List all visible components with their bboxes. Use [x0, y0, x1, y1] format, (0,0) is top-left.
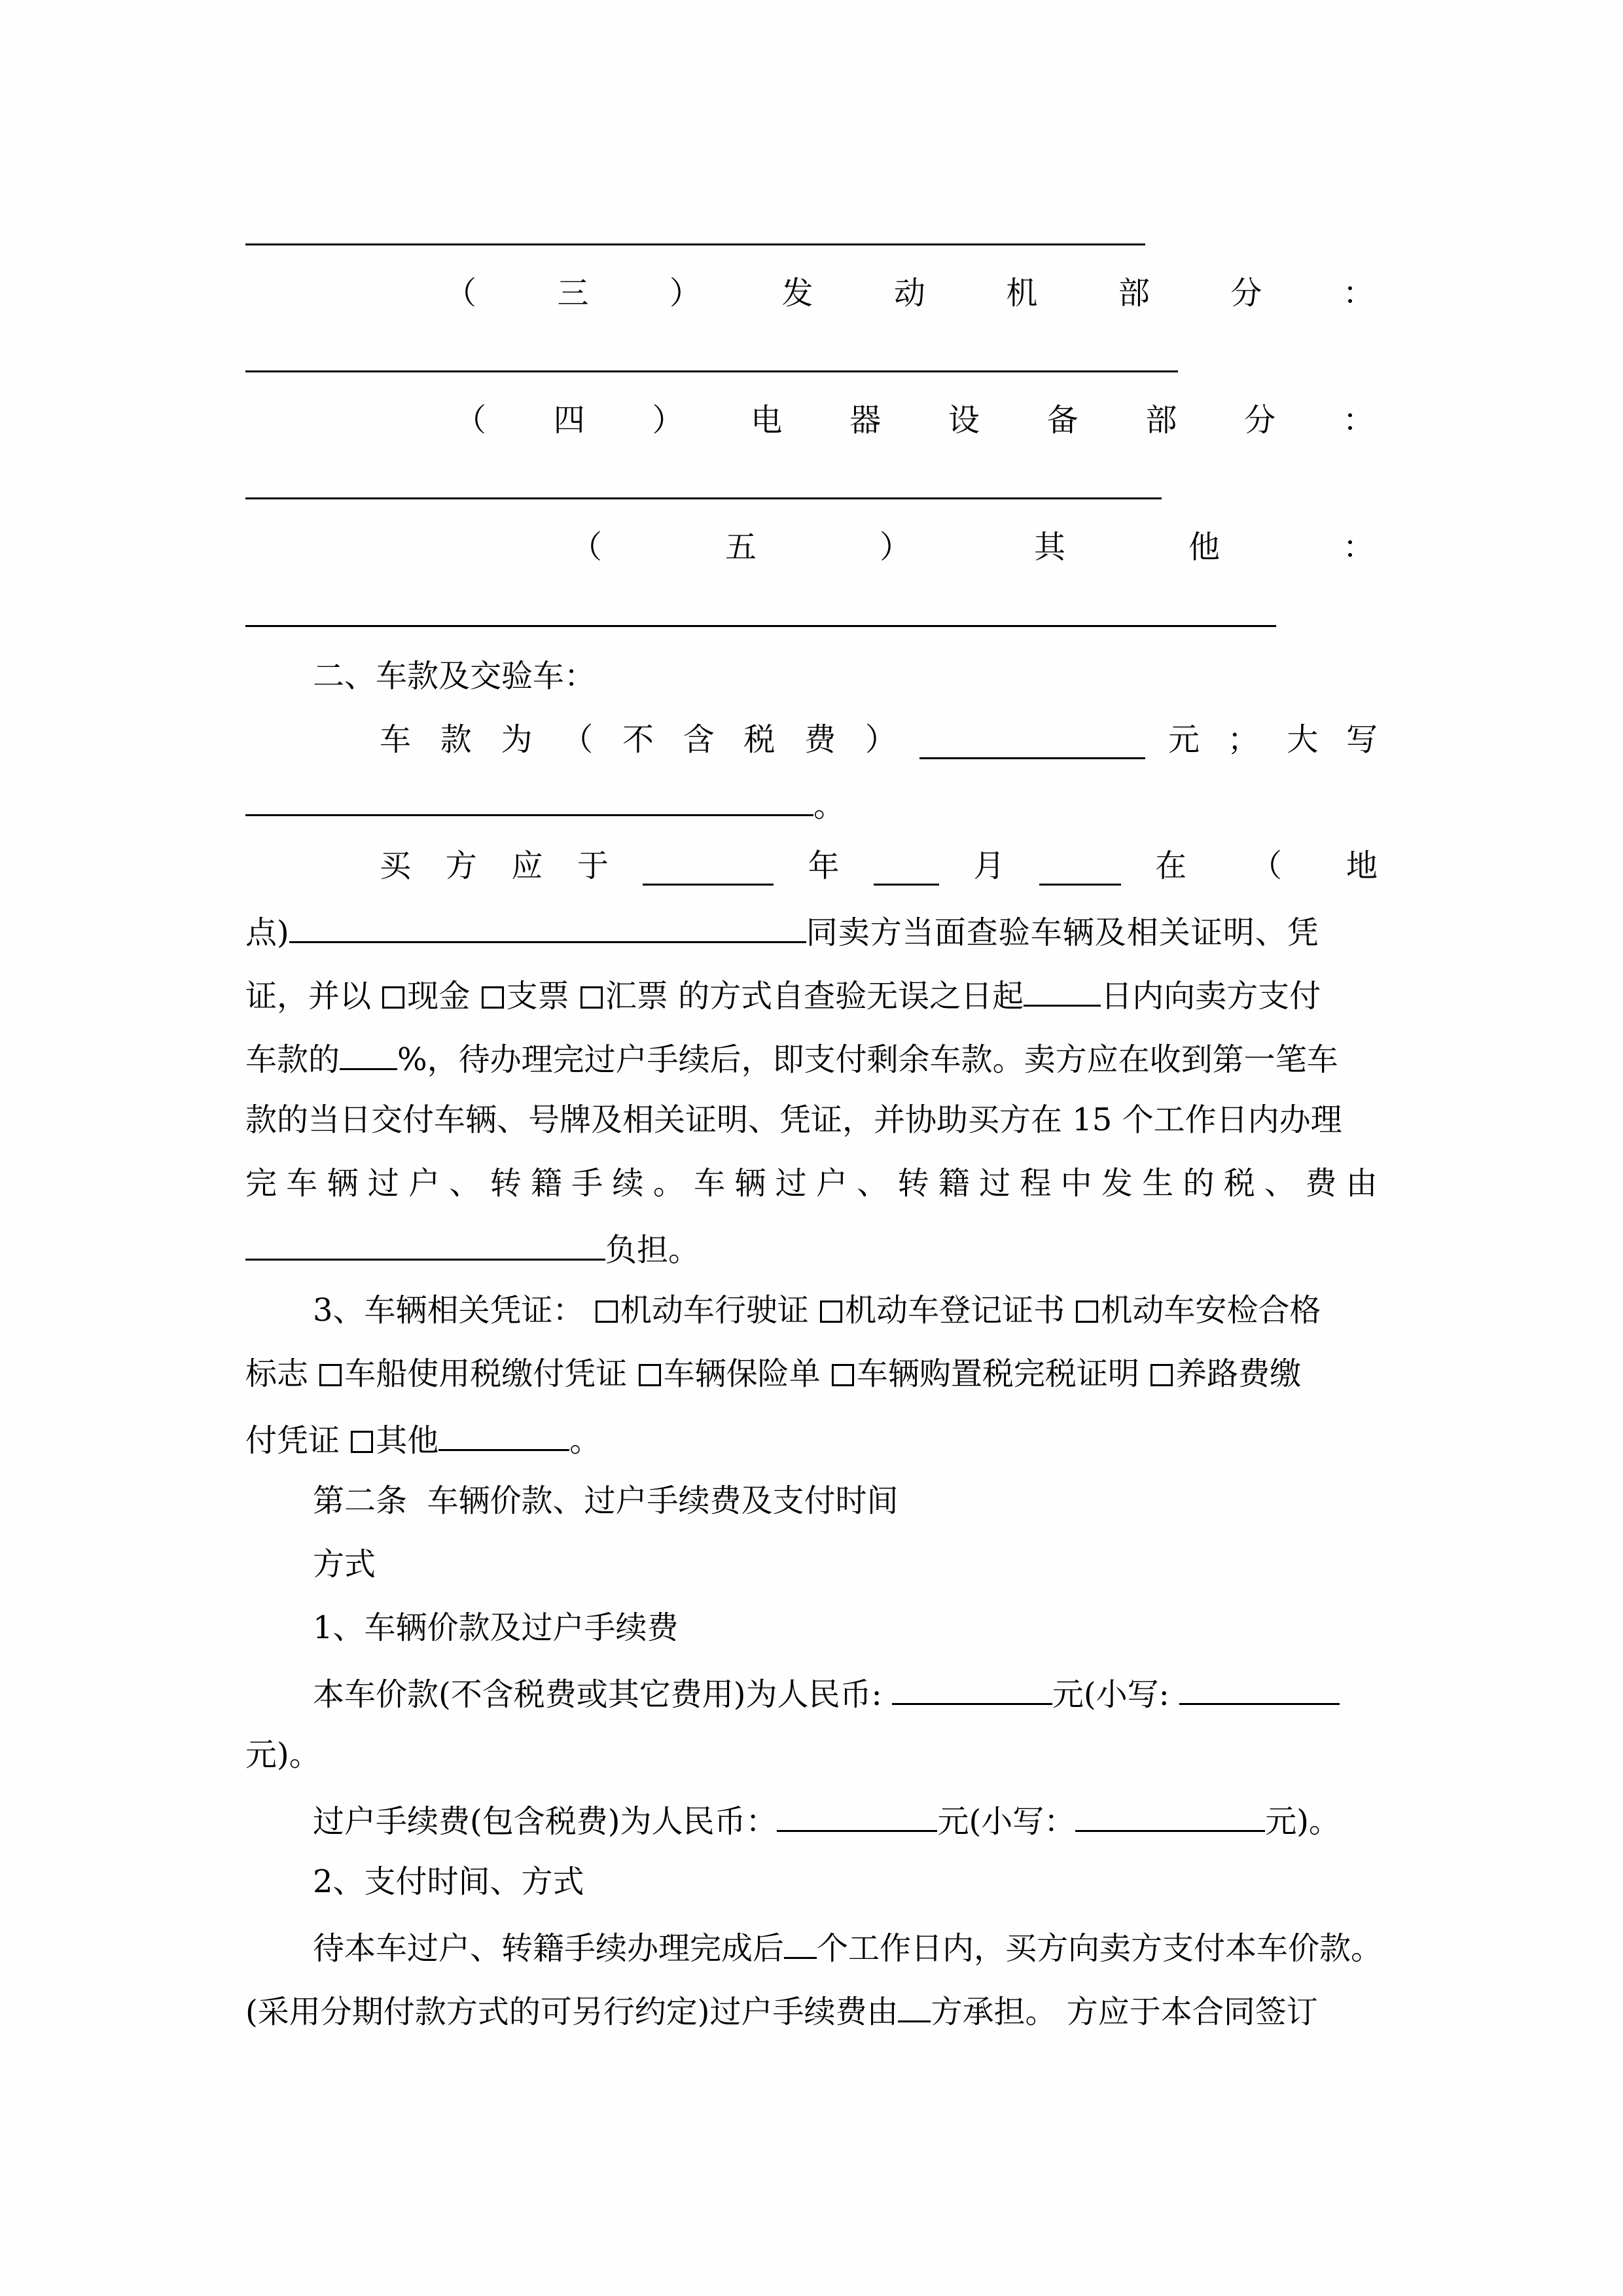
- heading-char: 部: [1118, 275, 1150, 312]
- heading-char: ：: [1342, 402, 1374, 439]
- heading-char: ）: [652, 402, 684, 439]
- heading-text: 二、车款及交验车：: [313, 658, 596, 694]
- transfer-char: 、: [857, 1165, 889, 1202]
- blank-line-electrical[interactable]: [245, 497, 1162, 499]
- subsection-1-title: 1、车辆价款及过户手续费: [313, 1609, 679, 1646]
- section-heading-price: [313, 656, 1378, 696]
- article-2-title-cont: [313, 1545, 1378, 1584]
- transfer-fee-blank[interactable]: [777, 1799, 937, 1832]
- documents-prefix-3: 付凭证: [245, 1422, 340, 1459]
- checkbox-label: 机动车安检合格: [1101, 1292, 1321, 1329]
- inspect-at-label: [1155, 846, 1378, 886]
- subsection-1: [313, 1608, 1378, 1647]
- transfer-char: 辆: [734, 1165, 766, 1202]
- article-title: 第二条 车辆价款、过户手续费及支付时间: [313, 1482, 899, 1519]
- transfer-char: 费: [1305, 1165, 1337, 1202]
- checkbox-doc-b2[interactable]: [830, 1355, 1139, 1392]
- documents-prefix: 标志: [245, 1355, 309, 1392]
- checkbox-doc-a2[interactable]: [1075, 1292, 1321, 1329]
- payment-options: [381, 978, 678, 1014]
- price-label-char: （: [562, 721, 594, 758]
- price-unit-char: 写: [1346, 721, 1378, 758]
- burden-text: 负担。: [605, 1232, 700, 1268]
- transfer-char: 中: [1060, 1165, 1092, 1202]
- checkbox-icon[interactable]: [832, 1364, 854, 1386]
- checkbox-label: 机动车登记证书: [845, 1292, 1065, 1329]
- month-label: 月: [973, 848, 1005, 884]
- heading-char: ：: [1342, 529, 1374, 565]
- checkbox-label: 汇票: [605, 978, 668, 1014]
- vehicle-price-label: 本车价款(不含税费或其它费用)为人民币:: [313, 1676, 882, 1713]
- heading-char: 发: [781, 275, 813, 312]
- heading-char: 分: [1230, 275, 1262, 312]
- checkbox-label: 养路费缴: [1175, 1355, 1302, 1392]
- checkbox-icon[interactable]: [580, 986, 603, 1009]
- period: 。: [813, 787, 846, 824]
- transfer-char: 的: [1183, 1165, 1215, 1202]
- place-blank[interactable]: [289, 910, 806, 943]
- days-blank[interactable]: [1024, 973, 1101, 1007]
- price-label-char: 税: [743, 721, 776, 758]
- place-label: 点): [245, 914, 289, 951]
- payment-time-text-b: 个工作日内，买方向卖方支付本车价款。: [817, 1930, 1383, 1967]
- checkbox-icon[interactable]: [319, 1364, 342, 1386]
- article-2-title: [313, 1481, 1378, 1520]
- transfer-char: 籍: [530, 1165, 562, 1202]
- percent-line: [245, 1037, 1378, 1076]
- inspect-char: 买: [380, 848, 412, 884]
- percent-text: %，待办理完过户手续后，即支付剩余车款。卖方应在收到第一笔车: [397, 1041, 1338, 1078]
- documents-line-1: [313, 1291, 1378, 1330]
- checkbox-doc-b0[interactable]: [318, 1355, 627, 1392]
- checkbox-payment-1[interactable]: [480, 978, 569, 1014]
- vehicle-price-small-blank[interactable]: [1179, 1672, 1340, 1705]
- heading-char: 动: [893, 275, 925, 312]
- payment-method-line: [245, 973, 1378, 1013]
- price-label-char: 款: [440, 721, 472, 758]
- checkbox-doc-b1[interactable]: [637, 1355, 821, 1392]
- checkbox-label: 支票: [506, 978, 569, 1014]
- inspect-date-line: [380, 846, 1378, 886]
- transfer-fee-line: [313, 1799, 1378, 1838]
- payment-time-text-a: 待本车过户、转籍手续办理完成后: [313, 1930, 785, 1967]
- year-blank[interactable]: [643, 852, 774, 886]
- delivery-line: [245, 1100, 1378, 1139]
- article-title-cont: 方式: [313, 1546, 376, 1583]
- price-amount-blank[interactable]: [919, 726, 1145, 759]
- checkbox-icon[interactable]: [596, 1300, 618, 1323]
- heading-char: （: [571, 529, 603, 565]
- transfer-char: 辆: [327, 1165, 359, 1202]
- price-label-char: 为: [501, 721, 533, 758]
- percent-blank[interactable]: [340, 1037, 397, 1070]
- transfer-char: 手: [571, 1165, 603, 1202]
- vehicle-price-end-text: 元)。: [245, 1736, 321, 1773]
- inspect-text: 同卖方当面查验车辆及相关证明、凭: [806, 914, 1319, 951]
- day-blank[interactable]: [1039, 852, 1121, 886]
- price-label-char: 含: [683, 721, 715, 758]
- documents-line-3: [245, 1418, 1378, 1457]
- heading-char: ：: [1342, 275, 1374, 312]
- transfer-char: 过: [979, 1165, 1011, 1202]
- burden-line: [245, 1227, 1378, 1266]
- price-unit-char: ；: [1227, 721, 1259, 758]
- transfer-fee-small-label: 元(小写：: [937, 1803, 1076, 1840]
- vehicle-price-end: [245, 1735, 1378, 1774]
- heading-char: 备: [1046, 402, 1079, 439]
- checkbox-doc-a0[interactable]: [594, 1292, 809, 1329]
- price-label-char: 不: [622, 721, 654, 758]
- payment-text-b: 的方式自查验无误之日起: [678, 978, 1024, 1014]
- price-label-char: 车: [380, 721, 412, 758]
- transfer-char: 续: [612, 1165, 644, 1202]
- transfer-fee-end: 元)。: [1265, 1803, 1340, 1840]
- price-uppercase-blank[interactable]: [245, 783, 813, 816]
- price-unit-char: 大: [1287, 721, 1319, 758]
- price-label-char: 费: [804, 721, 836, 758]
- checkbox-icon[interactable]: [351, 1431, 373, 1453]
- heading-char: 设: [948, 402, 980, 439]
- checkbox-icon[interactable]: [482, 986, 504, 1009]
- heading-char: （: [445, 275, 477, 312]
- inspect-char: 于: [577, 848, 609, 884]
- transfer-char: 车: [286, 1165, 318, 1202]
- documents-label: 3、车辆相关凭证：: [313, 1292, 584, 1329]
- blank-line-engine[interactable]: [245, 370, 1178, 372]
- transfer-char: 程: [1020, 1165, 1052, 1202]
- installment-text-b: 方承担。 方应于本合同签订: [931, 1994, 1318, 2030]
- inspect-place-line: [245, 910, 1378, 949]
- subsection-2-title: 2、支付时间、方式: [313, 1863, 584, 1900]
- section-engine-heading: [445, 274, 1374, 313]
- workdays-blank[interactable]: [784, 1926, 817, 1959]
- other-document-blank[interactable]: [438, 1418, 569, 1451]
- transfer-char: 税: [1223, 1165, 1255, 1202]
- burden-party-blank[interactable]: [245, 1227, 605, 1261]
- blank-line-other[interactable]: [245, 625, 1276, 627]
- heading-char: ）: [879, 529, 911, 565]
- price-uppercase-line: [245, 783, 1378, 822]
- vehicle-price-small-label: 元(小写:: [1052, 1676, 1169, 1713]
- checkbox-doc-c0[interactable]: [349, 1422, 438, 1459]
- checkbox-doc-b3[interactable]: [1149, 1355, 1301, 1392]
- checkbox-label: 车辆购置税完税证明: [856, 1355, 1139, 1392]
- heading-char: 部: [1145, 402, 1177, 439]
- heading-char: ）: [669, 275, 701, 312]
- inspect-char: 应: [511, 848, 543, 884]
- transfer-char: 、: [1264, 1165, 1296, 1202]
- heading-char: 他: [1188, 529, 1220, 565]
- checkbox-icon[interactable]: [1150, 1364, 1173, 1386]
- heading-char: 四: [553, 402, 585, 439]
- transfer-char: 车: [694, 1165, 726, 1202]
- month-blank[interactable]: [874, 852, 939, 886]
- inspect-at-char: 在: [1155, 848, 1187, 884]
- installment-text-a: (采用分期付款方式的可另行约定)过户手续费由: [245, 1994, 899, 2030]
- payment-text-c: 日内向卖方支付: [1101, 978, 1321, 1014]
- price-unit-char: 元: [1168, 721, 1200, 758]
- transfer-char: 、: [449, 1165, 481, 1202]
- heading-char: 五: [724, 529, 757, 565]
- checkbox-label: 车船使用税缴付凭证: [344, 1355, 628, 1392]
- checkbox-icon[interactable]: [639, 1364, 661, 1386]
- subsection-2: [313, 1862, 1378, 1901]
- transfer-char: 过: [367, 1165, 399, 1202]
- checkbox-doc-a1[interactable]: [819, 1292, 1065, 1329]
- delivery-text: 款的当日交付车辆、号牌及相关证明、凭证，并协助买方在 15 个工作日内办理: [245, 1102, 1342, 1138]
- vehicle-price-line: [313, 1672, 1378, 1711]
- checkbox-icon[interactable]: [1076, 1300, 1098, 1323]
- section-other-heading: [571, 528, 1374, 567]
- price-label: [380, 720, 897, 759]
- blank-line-body-parts[interactable]: [245, 243, 1145, 245]
- checkbox-label: 车辆保险单: [663, 1355, 821, 1392]
- fee-party-blank[interactable]: [898, 1989, 931, 2022]
- checkbox-icon[interactable]: [820, 1300, 842, 1323]
- percent-label: 车款的: [245, 1041, 340, 1078]
- section-electrical-heading: [455, 401, 1374, 440]
- price-label-char: ）: [865, 721, 897, 758]
- payment-text-a: 证，并以: [245, 978, 372, 1014]
- inspect-char: 方: [445, 848, 477, 884]
- transfer-char: 转: [490, 1165, 522, 1202]
- transfer-fee-label: 过户手续费(包含税费)为人民币：: [313, 1803, 777, 1840]
- transfer-fee-small-blank[interactable]: [1075, 1799, 1265, 1832]
- period: 。: [569, 1422, 601, 1459]
- documents-line-2: [245, 1354, 1378, 1393]
- inspect-at-char: （: [1250, 848, 1282, 884]
- heading-char: 三: [557, 275, 589, 312]
- heading-char: （: [455, 402, 487, 439]
- year-label: 年: [808, 848, 840, 884]
- checkbox-payment-0[interactable]: [381, 978, 470, 1014]
- transfer-char: 籍: [938, 1165, 970, 1202]
- installment-line: [245, 1989, 1378, 2028]
- payment-time-line: [313, 1926, 1383, 1967]
- transfer-char: 发: [1101, 1165, 1133, 1202]
- transfer-char: 户: [815, 1165, 847, 1202]
- heading-char: 机: [1006, 275, 1038, 312]
- transfer-char: 。: [652, 1165, 685, 1202]
- heading-char: 分: [1244, 402, 1276, 439]
- checkbox-icon[interactable]: [382, 986, 404, 1009]
- price-line: [380, 720, 1378, 759]
- price-unit-label: [1168, 720, 1378, 759]
- heading-char: 其: [1033, 529, 1065, 565]
- transfer-char: 由: [1346, 1165, 1378, 1202]
- checkbox-label: 机动车行驶证: [620, 1292, 809, 1329]
- heading-char: 电: [751, 402, 783, 439]
- inspect-label: [380, 846, 609, 886]
- vehicle-price-blank[interactable]: [892, 1672, 1052, 1705]
- transfer-line: [245, 1164, 1378, 1203]
- checkbox-label: 其他: [376, 1422, 439, 1459]
- transfer-char: 过: [775, 1165, 807, 1202]
- checkbox-payment-2[interactable]: [579, 978, 668, 1014]
- transfer-char: 户: [408, 1165, 440, 1202]
- transfer-char: 完: [245, 1165, 277, 1202]
- checkbox-label: 现金: [407, 978, 471, 1014]
- heading-char: 器: [849, 402, 882, 439]
- transfer-char: 转: [897, 1165, 929, 1202]
- transfer-char: 生: [1142, 1165, 1174, 1202]
- inspect-at-char: 地: [1346, 848, 1378, 884]
